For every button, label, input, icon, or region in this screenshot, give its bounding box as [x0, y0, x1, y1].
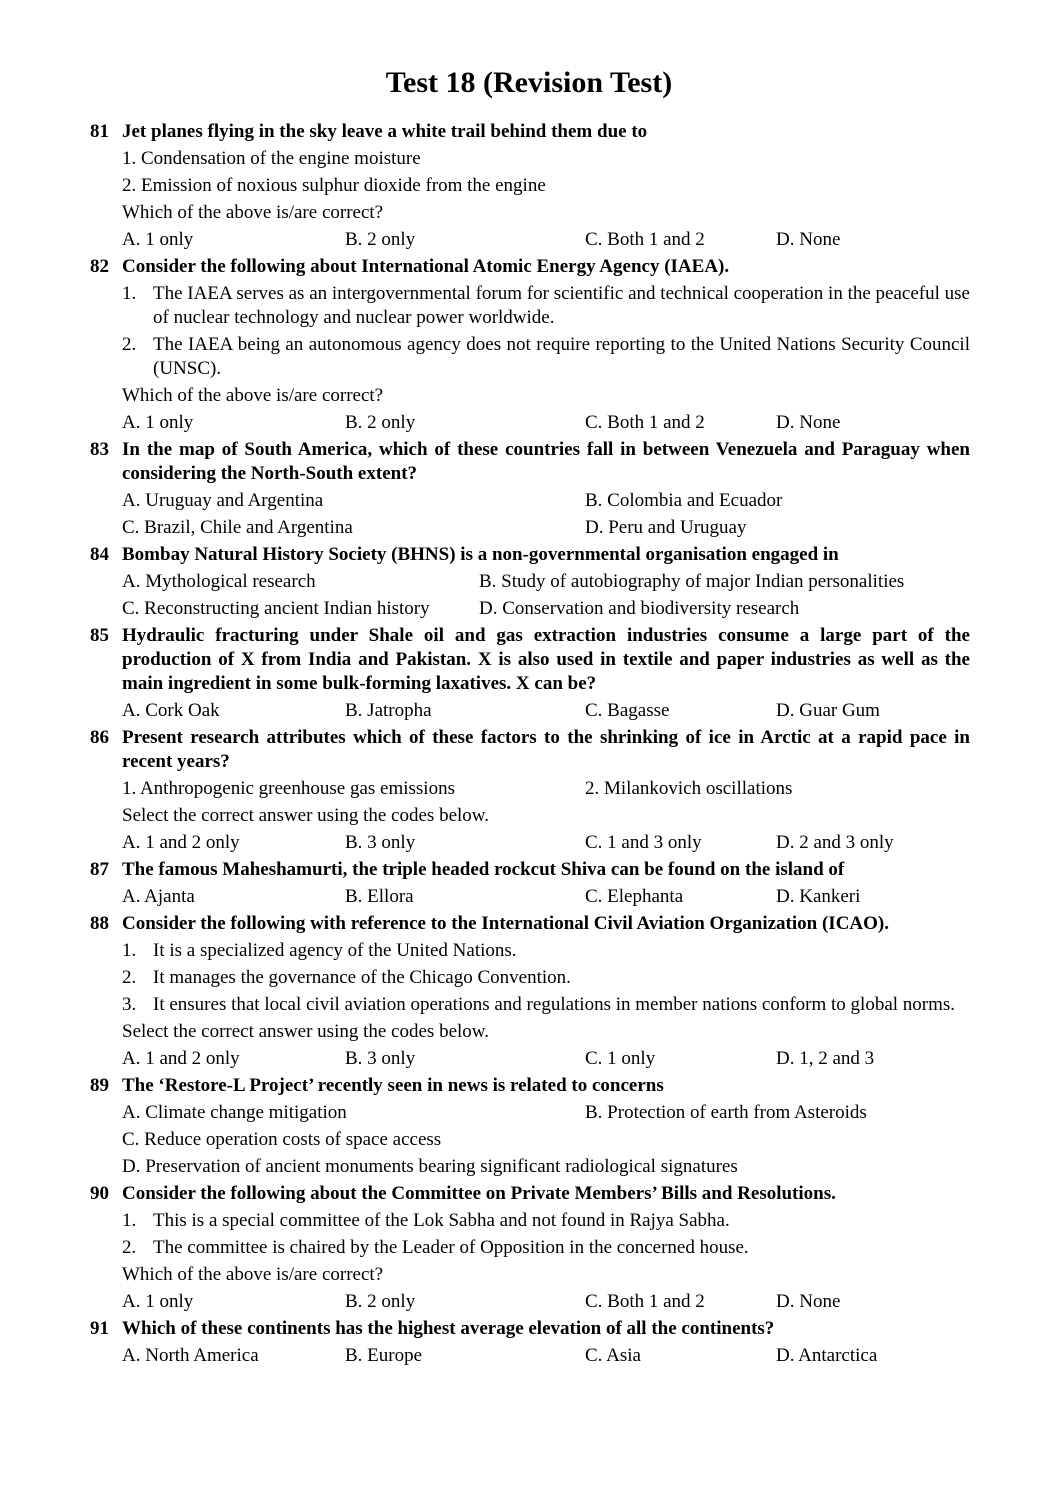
option-c: C. Bagasse [585, 699, 670, 721]
question-stem: Consider the following about International Atomic Energy Agency (IAEA). [122, 255, 730, 277]
statement-number: 1. [122, 939, 137, 961]
option-c: C. Brazil, Chile and Argentina [122, 516, 353, 538]
question-number: 82 [90, 255, 109, 277]
option-b: B. 3 only [345, 831, 416, 853]
prompt: Which of the above is/are correct? [122, 201, 384, 223]
question-82 [90, 253, 970, 436]
option-c: C. 1 only [585, 1047, 656, 1069]
option-d: D. Conservation and biodiversity research [479, 597, 800, 619]
option-c: C. Both 1 and 2 [585, 228, 705, 250]
option-b: B. Protection of earth from Asteroids [585, 1101, 867, 1123]
option-a: A. 1 and 2 only [122, 831, 240, 853]
option-b: B. 2 only [345, 411, 416, 433]
option-a: A. North America [122, 1344, 259, 1366]
option-d: D. None [776, 228, 841, 250]
option-a: A. Uruguay and Argentina [122, 489, 324, 511]
statement: 1. Condensation of the engine moisture [122, 147, 421, 169]
option-c: C. 1 and 3 only [585, 831, 702, 853]
statement: The committee is chaired by the Leader of Opposition in the concerned house. [153, 1236, 749, 1258]
statement-number: 2. [122, 1236, 137, 1258]
option-c: C. Elephanta [585, 885, 684, 907]
statement: This is a special committee of the Lok Sabha and not found in Rajya Sabha. [153, 1209, 730, 1231]
statement: It ensures that local civil aviation operations and regulations in member nations conform to global norms. [153, 993, 956, 1015]
question-number: 90 [90, 1182, 109, 1204]
question-stem: The famous Maheshamurti, the triple headed rockcut Shiva can be found on the island of [122, 858, 845, 880]
option-c: C. Reconstructing ancient Indian history [122, 597, 430, 619]
question-88 [90, 910, 970, 1072]
question-stem: Consider the following about the Committee on Private Members’ Bills and Resolutions. [122, 1182, 836, 1204]
question-89 [90, 1072, 970, 1180]
question-90 [90, 1180, 970, 1315]
question-stem: Which of these continents has the highest average elevation of all the continents? [122, 1317, 775, 1339]
option-b: B. 2 only [345, 1290, 416, 1312]
statement: 2. Emission of noxious sulphur dioxide from the engine [122, 174, 546, 196]
prompt: Which of the above is/are correct? [122, 384, 384, 406]
statement: 1. Anthropogenic greenhouse gas emissions [122, 777, 455, 799]
option-a: A. 1 only [122, 411, 194, 433]
question-81 [90, 118, 970, 253]
option-d: D. 1, 2 and 3 [776, 1047, 875, 1069]
option-b: B. Colombia and Ecuador [585, 489, 783, 511]
option-a: A. 1 only [122, 228, 194, 250]
option-b: B. Jatropha [345, 699, 432, 721]
question-stem: Hydraulic fracturing under Shale oil and gas extraction industries consume a large part of the production of X from India and Pakistan. X is also used in textile and paper industries as well as the main ingredient in some bulk-forming laxatives. X can be? [122, 624, 970, 694]
question-number: 84 [90, 543, 109, 565]
statement: 2. Milankovich oscillations [585, 777, 793, 799]
question-number: 83 [90, 438, 109, 460]
statement: The IAEA being an autonomous agency does not require reporting to the United Nations Security Council (UNSC). [153, 333, 970, 379]
option-d: D. Kankeri [776, 885, 861, 907]
question-stem: In the map of South America, which of these countries fall in between Venezuela and Paraguay when considering the North-South extent? [122, 438, 970, 484]
question-list [90, 118, 970, 1369]
option-d: D. None [776, 1290, 841, 1312]
option-a: A. 1 only [122, 1290, 194, 1312]
option-d: D. Peru and Uruguay [585, 516, 747, 538]
question-83 [90, 436, 970, 541]
question-stem: The ‘Restore-L Project’ recently seen in news is related to concerns [122, 1074, 664, 1096]
statement: The IAEA serves as an intergovernmental forum for scientific and technical cooperation in the peaceful use of nuclear technology and nuclear power worldwide. [153, 282, 970, 328]
question-number: 86 [90, 726, 109, 748]
prompt: Select the correct answer using the codes below. [122, 804, 490, 826]
option-a: A. Mythological research [122, 570, 316, 592]
option-d: D. Preservation of ancient monuments bearing significant radiological signatures [122, 1155, 738, 1177]
statement-number: 3. [122, 993, 137, 1015]
statement-number: 1. [122, 1209, 137, 1231]
option-d: D. 2 and 3 only [776, 831, 894, 853]
question-91 [90, 1315, 970, 1369]
option-d: D. None [776, 411, 841, 433]
question-number: 89 [90, 1074, 109, 1096]
question-stem: Present research attributes which of these factors to the shrinking of ice in Arctic at a rapid pace in recent years? [122, 726, 970, 772]
question-87 [90, 856, 970, 910]
option-b: B. 3 only [345, 1047, 416, 1069]
option-a: A. Climate change mitigation [122, 1101, 347, 1123]
statement-number: 2. [122, 333, 137, 355]
question-number: 87 [90, 858, 109, 880]
statement: It manages the governance of the Chicago Convention. [153, 966, 571, 988]
question-85 [90, 622, 970, 724]
option-a: A. 1 and 2 only [122, 1047, 240, 1069]
option-c: C. Reduce operation costs of space access [122, 1128, 442, 1150]
option-a: A. Ajanta [122, 885, 195, 907]
prompt: Select the correct answer using the codes below. [122, 1020, 490, 1042]
option-c: C. Both 1 and 2 [585, 411, 705, 433]
statement: It is a specialized agency of the United Nations. [153, 939, 517, 961]
question-number: 85 [90, 624, 109, 646]
question-86 [90, 724, 970, 856]
prompt: Which of the above is/are correct? [122, 1263, 384, 1285]
question-84 [90, 541, 970, 622]
option-d: D. Antarctica [776, 1344, 878, 1366]
option-c: C. Asia [585, 1344, 641, 1366]
question-number: 88 [90, 912, 109, 934]
option-b: B. Europe [345, 1344, 423, 1366]
statement-number: 1. [122, 282, 137, 304]
question-number: 81 [90, 120, 109, 142]
question-stem: Jet planes flying in the sky leave a white trail behind them due to [122, 120, 648, 142]
option-c: C. Both 1 and 2 [585, 1290, 705, 1312]
option-d: D. Guar Gum [776, 699, 880, 721]
question-stem: Bombay Natural History Society (BHNS) is a non-governmental organisation engaged in [122, 543, 839, 565]
option-b: B. Ellora [345, 885, 414, 907]
question-number: 91 [90, 1317, 109, 1339]
question-stem: Consider the following with reference to the International Civil Aviation Organization (ICAO). [122, 912, 889, 934]
option-a: A. Cork Oak [122, 699, 220, 721]
option-b: B. 2 only [345, 228, 416, 250]
page-title: Test 18 (Revision Test) [385, 66, 673, 99]
option-b: B. Study of autobiography of major Indian personalities [479, 570, 905, 592]
statement-number: 2. [122, 966, 137, 988]
